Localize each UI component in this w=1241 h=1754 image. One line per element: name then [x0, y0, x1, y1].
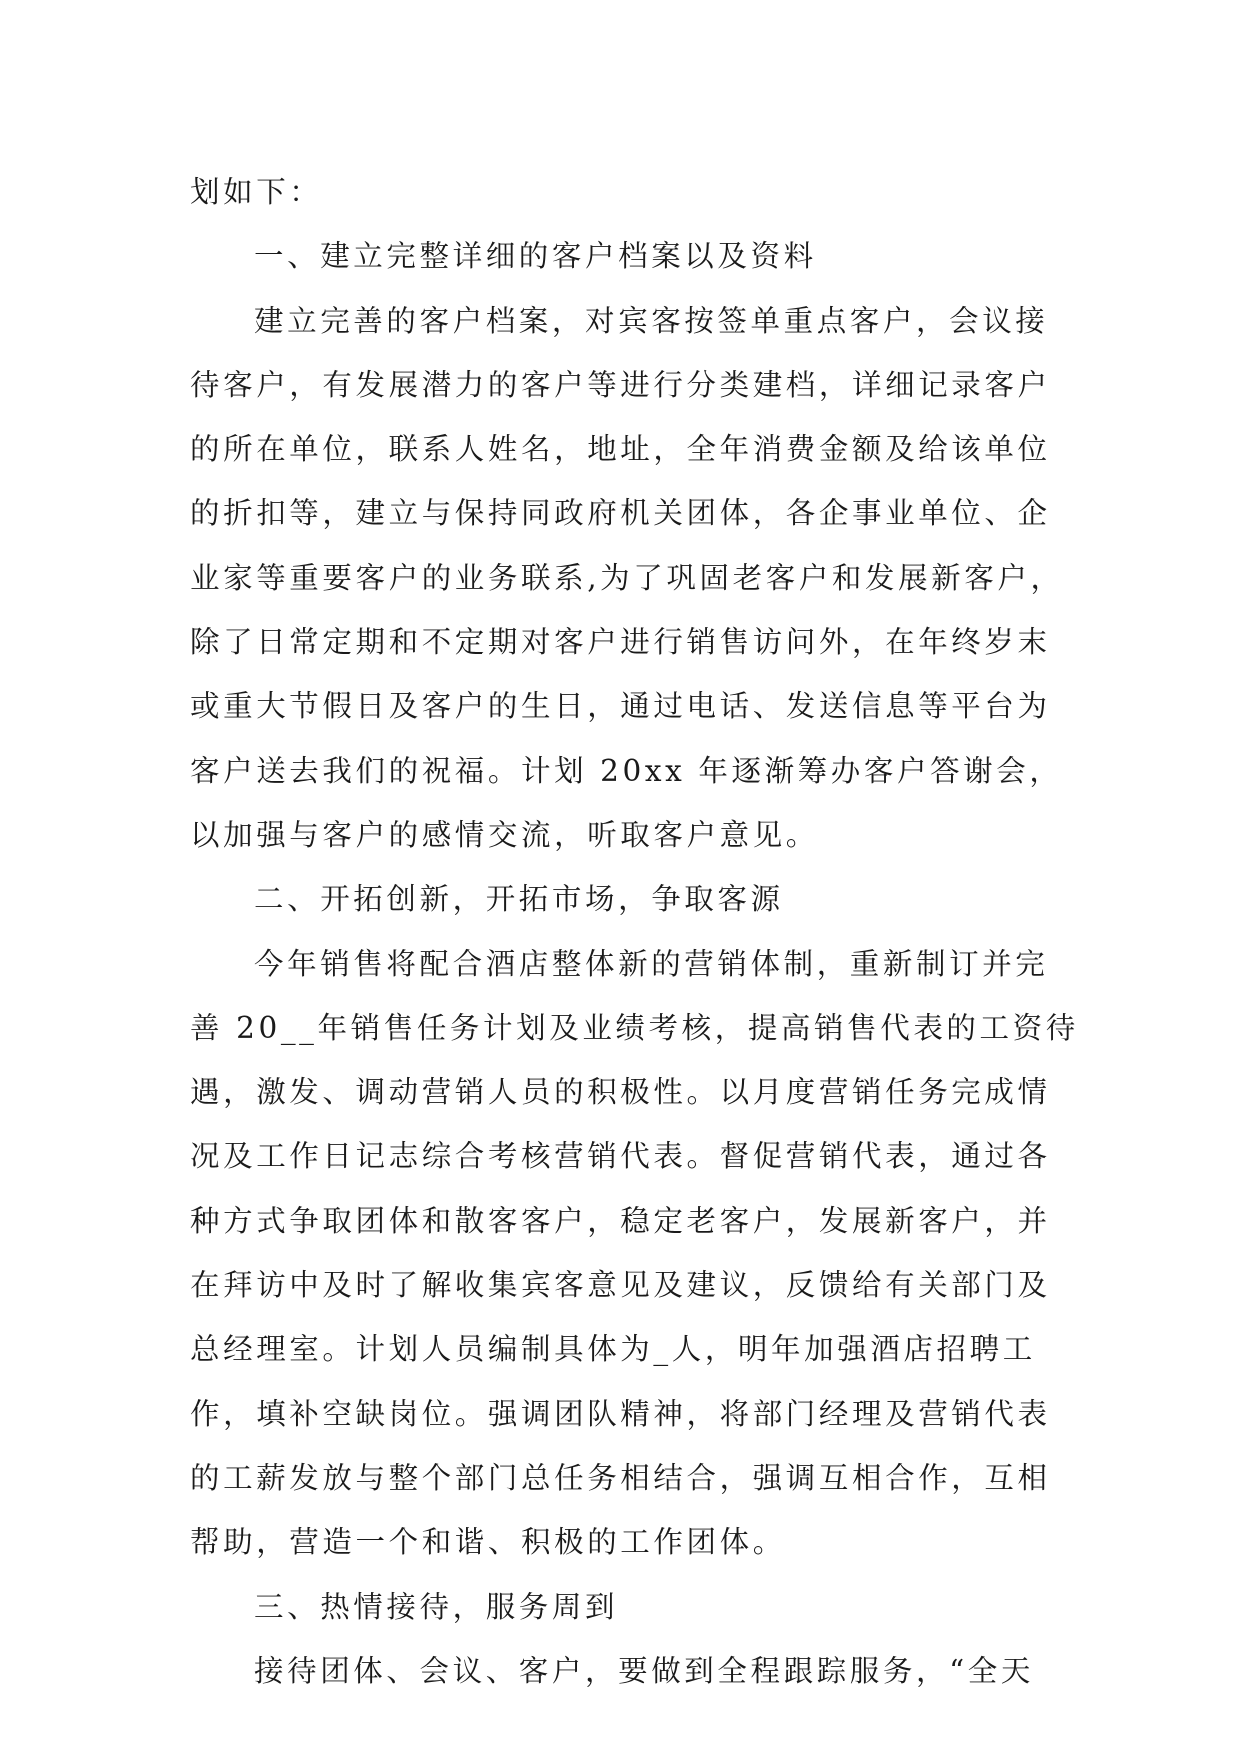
text-line: 三、热情接待，服务周到 [254, 1589, 619, 1624]
text-line: 业家等重要客户的业务联系,为了巩固老客户和发展新客户， [190, 560, 1064, 595]
text-line: 帮助，营造一个和谐、积极的工作团体。 [190, 1525, 786, 1560]
text-line: 的所在单位，联系人姓名，地址，全年消费金额及给该单位 [190, 432, 1051, 467]
text-line: 总经理室。计划人员编制具体为_人，明年加强酒店招聘工 [190, 1332, 1036, 1367]
text-line: 二、开拓创新，开拓市场，争取客源 [254, 882, 784, 917]
text-line: 遇，激发、调动营销人员的积极性。以月度营销任务完成情 [190, 1075, 1051, 1110]
text-line: 客户送去我们的祝福。计划 20xx 年逐渐筹办客户答谢会， [190, 753, 1063, 788]
text-line: 划如下： [190, 175, 323, 209]
text-line: 以加强与客户的感情交流，听取客户意见。 [190, 817, 819, 852]
text-line: 或重大节假日及客户的生日，通过电话、发送信息等平台为 [190, 689, 1051, 724]
text-line: 善 20__年销售任务计划及业绩考核，提高销售代表的工资待 [190, 1010, 1079, 1045]
document-body [190, 160, 1079, 1703]
text-line: 在拜访中及时了解收集宾客意见及建议，反馈给有关部门及 [190, 1268, 1051, 1303]
text-line: 况及工作日记志综合考核营销代表。督促营销代表，通过各 [190, 1139, 1051, 1174]
text-line: 接待团体、会议、客户，要做到全程跟踪服务，“全天 [254, 1653, 1034, 1688]
text-line: 待客户，有发展潜力的客户等进行分类建档，详细记录客户 [190, 367, 1051, 402]
text-line: 作，填补空缺岗位。强调团队精神，将部门经理及营销代表 [190, 1396, 1051, 1431]
text-line: 建立完善的客户档案，对宾客按签单重点客户，会议接 [254, 303, 1049, 338]
text-line: 今年销售将配合酒店整体新的营销体制，重新制订并完 [254, 946, 1049, 981]
text-line: 种方式争取团体和散客客户，稳定老客户，发展新客户，并 [190, 1203, 1051, 1238]
text-line: 除了日常定期和不定期对客户进行销售访问外，在年终岁末 [190, 625, 1051, 660]
text-line: 一、建立完整详细的客户档案以及资料 [254, 239, 817, 274]
text-line: 的折扣等，建立与保持同政府机关团体，各企事业单位、企 [190, 496, 1051, 531]
text-line: 的工薪发放与整个部门总任务相结合，强调互相合作，互相 [190, 1460, 1051, 1495]
